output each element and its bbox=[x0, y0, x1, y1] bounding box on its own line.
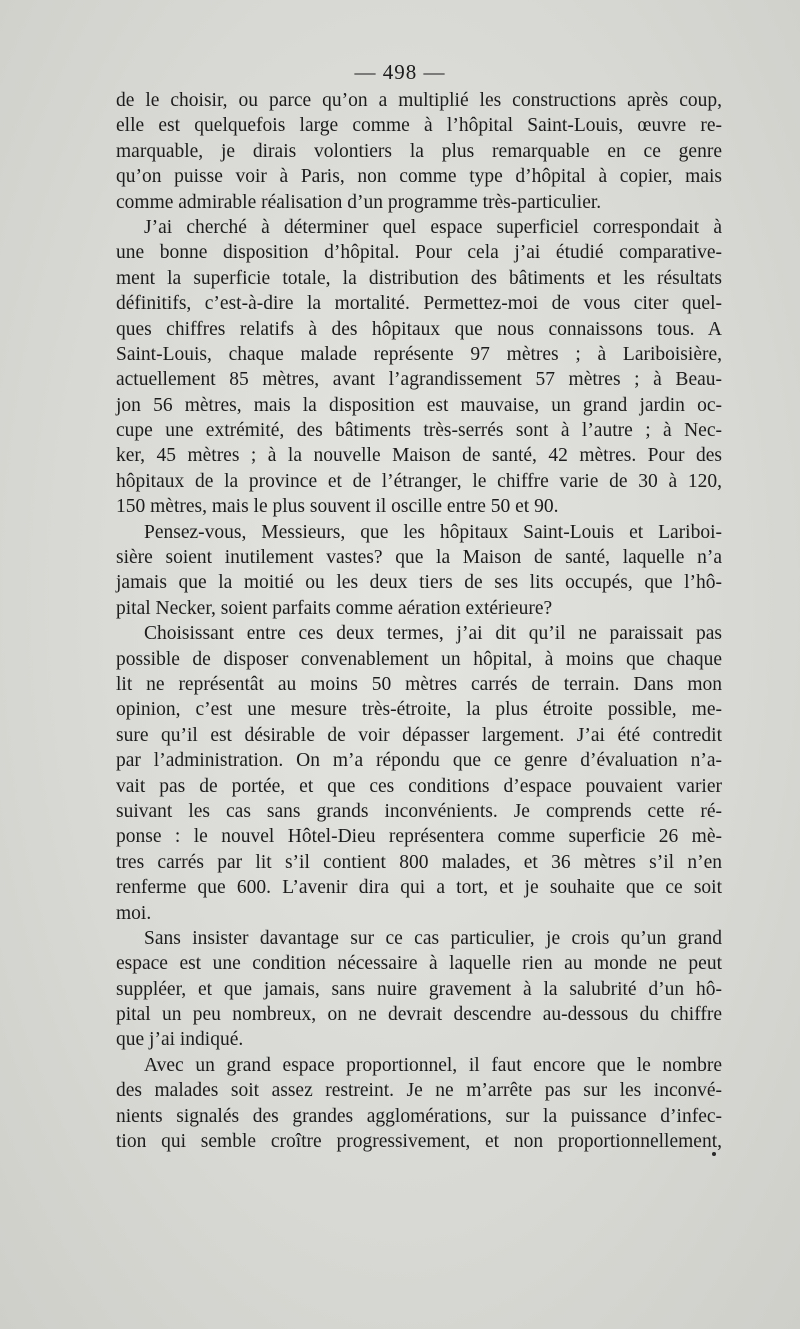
text-line: sière soient inutilement vastes? que la Maison de santé, laquelle n’a bbox=[116, 547, 722, 569]
text-line: Avec un grand espace proportionnel, il faut encore que le nombre bbox=[144, 1054, 722, 1076]
text-line: elle est quelquefois large comme à l’hôpital Saint-Louis, œuvre re- bbox=[116, 115, 722, 137]
text-line: Pensez-vous, Messieurs, que les hôpitaux Saint-Louis et Lariboi- bbox=[144, 521, 722, 543]
text-line: qu’on puisse voir à Paris, non comme type d’hôpital à copier, mais bbox=[116, 166, 722, 188]
text-line: suppléer, et que jamais, sans nuire gravement à la salubrité d’un hô- bbox=[116, 978, 722, 1000]
text-line: ker, 45 mètres ; à la nouvelle Maison de santé, 42 mètres. Pour des bbox=[116, 445, 722, 467]
page-number: — 498 — bbox=[354, 60, 446, 84]
text-line: jon 56 mètres, mais la disposition est mauvaise, un grand jardin oc- bbox=[116, 394, 722, 416]
text-line: renferme que 600. L’avenir dira qui a tort, et je souhaite que ce soit bbox=[116, 877, 722, 899]
text-line: pital Necker, soient parfaits comme aération extérieure? bbox=[116, 597, 553, 619]
text-line: cupe une extrémité, des bâtiments très-serrés sont à l’autre ; à Nec- bbox=[116, 420, 722, 442]
text-line: ponse : le nouvel Hôtel-Dieu représentera comme superficie 26 mè- bbox=[116, 826, 722, 848]
text-line: jamais que la moitié ou les deux tiers de ses lits occupés, que l’hô- bbox=[116, 572, 722, 594]
text-line: des malades soit assez restreint. Je ne m’arrête pas sur les inconvé- bbox=[116, 1080, 722, 1102]
text-line: Saint-Louis, chaque malade représente 97 mètres ; à Lariboisière, bbox=[116, 343, 722, 365]
text-line: une bonne disposition d’hôpital. Pour cela j’ai étudié comparative- bbox=[116, 242, 722, 264]
text-line: vait pas de portée, et que ces conditions d’espace pouvaient varier bbox=[116, 775, 722, 797]
text-line: opinion, c’est une mesure très-étroite, la plus étroite possible, me- bbox=[116, 699, 722, 721]
text-line: 150 mètres, mais le plus souvent il oscille entre 50 et 90. bbox=[116, 496, 559, 518]
text-line: sure qu’il est désirable de voir dépasser largement. J’ai été contredit bbox=[116, 724, 722, 746]
text-line: définitifs, c’est-à-dire la mortalité. Permettez-moi de vous citer quel- bbox=[116, 293, 722, 315]
text-line: espace est une condition nécessaire à laquelle rien au monde ne peut bbox=[116, 953, 722, 975]
text-line: lit ne représentât au moins 50 mètres carrés de terrain. Dans mon bbox=[116, 673, 722, 695]
text-line: J’ai cherché à déterminer quel espace superficiel correspondait à bbox=[144, 216, 722, 238]
text-line: tres carrés par lit s’il contient 800 malades, et 36 mètres s’il n’en bbox=[116, 851, 722, 873]
text-line: Sans insister davantage sur ce cas particulier, je crois qu’un grand bbox=[144, 927, 722, 949]
text-line: tion qui semble croître progressivement, et non proportionnellement, bbox=[116, 1131, 722, 1153]
text-line: pital un peu nombreux, on ne devrait descendre au-dessous du chiffre bbox=[116, 1004, 722, 1026]
text-line: marquable, je dirais volontiers la plus remarquable en ce genre bbox=[116, 140, 722, 162]
body-text bbox=[116, 88, 722, 1154]
text-line: que j’ai indiqué. bbox=[116, 1029, 244, 1051]
text-line: de le choisir, ou parce qu’on a multiplié les constructions après coup, bbox=[116, 90, 722, 111]
text-line: hôpitaux de la province et de l’étranger, le chiffre varie de 30 à 120, bbox=[116, 470, 722, 492]
text-line: suivant les cas sans grands inconvénients. Je comprends cette ré- bbox=[116, 800, 722, 822]
text-line: nients signalés des grandes agglomérations, sur la puissance d’infec- bbox=[116, 1105, 722, 1127]
text-line: comme admirable réalisation d’un programme très-particulier. bbox=[116, 191, 602, 213]
text-line: par l’administration. On m’a répondu que ce genre d’évaluation n’a- bbox=[116, 750, 722, 772]
text-line: possible de disposer convenablement un hôpital, à moins que chaque bbox=[116, 648, 722, 670]
text-line: ques chiffres relatifs à des hôpitaux que nous connaissons tous. A bbox=[116, 318, 722, 340]
text-line: Choisissant entre ces deux termes, j’ai dit qu’il ne paraissait pas bbox=[144, 623, 722, 645]
text-line: ment la superficie totale, la distribution des bâtiments et les résultats bbox=[116, 267, 722, 289]
print-speck bbox=[712, 1152, 716, 1156]
text-line: actuellement 85 mètres, avant l’agrandissement 57 mètres ; à Beau- bbox=[116, 369, 722, 391]
text-line: moi. bbox=[116, 902, 152, 924]
